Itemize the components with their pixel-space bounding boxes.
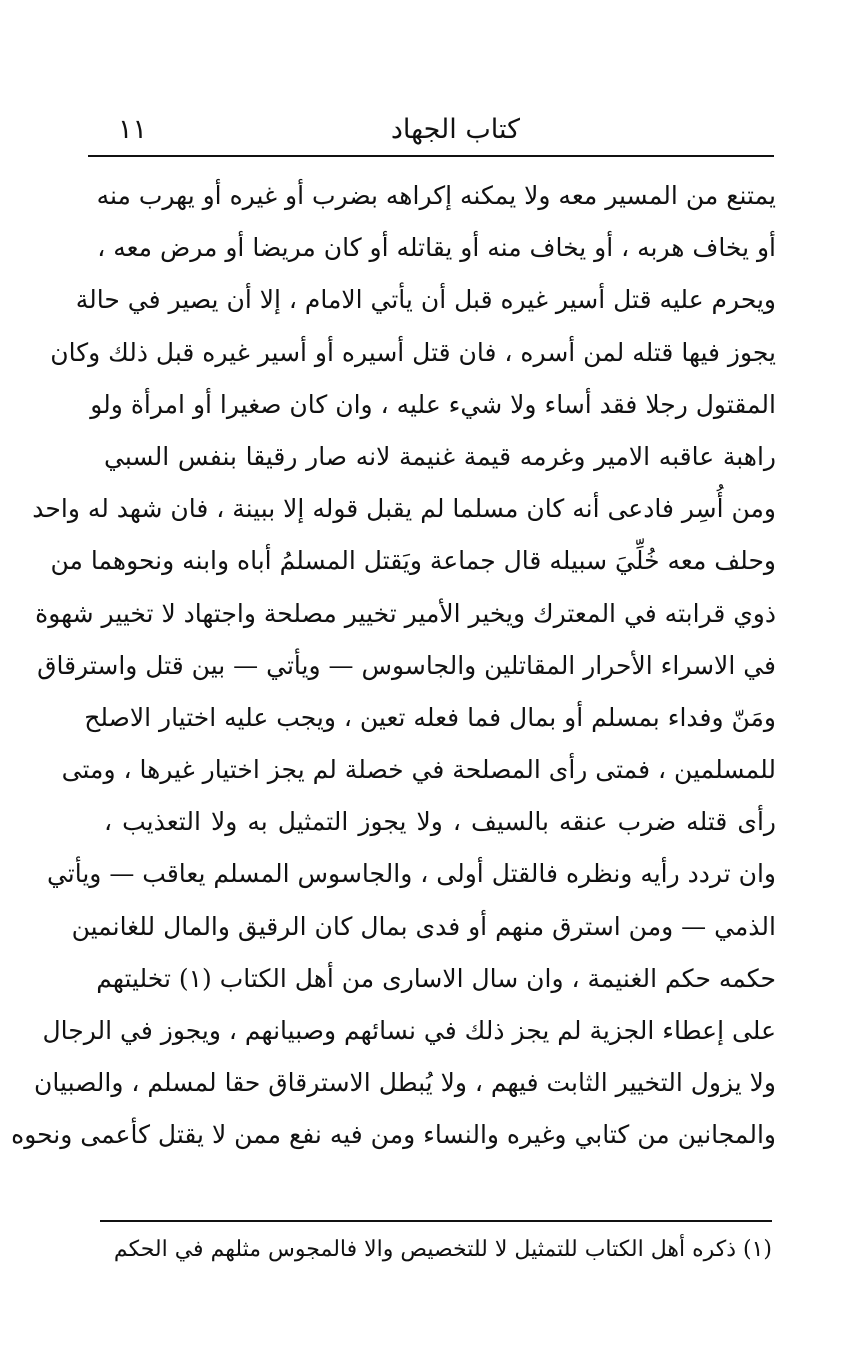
text-line: وان تردد رأيه ونظره فالقتل أولى ، والجاسوس المسلم يعاقب — ويأتي [46, 859, 776, 889]
text-line: يمتنع من المسير معه ولا يمكنه إكراهه بضرب أو غيره أو يهرب منه [96, 181, 776, 210]
text-line: راهبة عاقبه الامير وغرمه قيمة غنيمة لانه صار رقيقا بنفس السبي [104, 441, 776, 471]
text-line: ومن أُسِر فادعى أنه كان مسلما لم يقبل قوله إلا ببينة ، فان شهد له واحد [32, 494, 776, 524]
text-line: في الاسراء الأحرار المقاتلين والجاسوس — ويأتي — بين قتل واسترقاق [37, 650, 776, 680]
running-title: كتاب الجهاد [390, 114, 520, 145]
footnote-rule [100, 1220, 772, 1222]
text-line: ولا يزول التخيير الثابت فيهم ، ولا يُبطل الاسترقاق حقا لمسلم ، والصبيان [34, 1068, 776, 1098]
text-line: الذمي — ومن استرق منهم أو فدى بمال كان الرقيق والمال للغانمين [71, 911, 776, 941]
text-line: أو يخاف هربه ، أو يخاف منه أو يقاتله أو كان مريضا أو مرض معه ، [97, 233, 776, 263]
text-line: رأى قتله ضرب عنقه بالسيف ، ولا يجوز التمثيل به ولا التعذيب ، [104, 807, 776, 837]
text-line: ذوي قرابته في المعترك ويخير الأمير تخيير مصلحة واجتهاد لا تخيير شهوة [35, 598, 776, 628]
text-line: ومَنّ وفداء بمسلم أو بمال فما فعله تعين ، ويجب عليه اختيار الاصلح [84, 702, 776, 732]
footnote: (١) ذكره أهل الكتاب للتمثيل لا للتخصيص والا فالمجوس مثلهم في الحكم [113, 1237, 772, 1262]
text-line: حكمه حكم الغنيمة ، وان سال الاسارى من أهل الكتاب (١) تخليتهم [96, 963, 776, 993]
text-line: على إعطاء الجزية لم يجز ذلك في نسائهم وصبيانهم ، ويجوز في الرجال [42, 1016, 776, 1045]
text-line: المقتول رجلا فقد أساء ولا شيء عليه ، وان كان صغيرا أو امرأة ولو [90, 389, 776, 419]
text-line: والمجانين من كتابي وغيره والنساء ومن فيه نفع ممن لا يقتل كأعمى ونحوه [11, 1120, 776, 1150]
text-line: يجوز فيها قتله لمن أسره ، فان قتل أسيره أو أسير غيره قبل ذلك وكان [50, 337, 776, 367]
header-rule [88, 155, 774, 157]
page-header [100, 108, 770, 154]
text-line: للمسلمين ، فمتى رأى المصلحة في خصلة لم يجز اختيار غيرها ، ومتى [61, 755, 776, 785]
text-line: ويحرم عليه قتل أسير غيره قبل أن يأتي الامام ، إلا أن يصير في حالة [75, 285, 776, 315]
text-line: وحلف معه خُلِّيَ سبيله قال جماعة ويَقتل المسلمُ أباه وابنه ونحوهما من [50, 546, 776, 576]
page-number: ١١ [118, 114, 148, 145]
body-text [11, 170, 776, 1162]
